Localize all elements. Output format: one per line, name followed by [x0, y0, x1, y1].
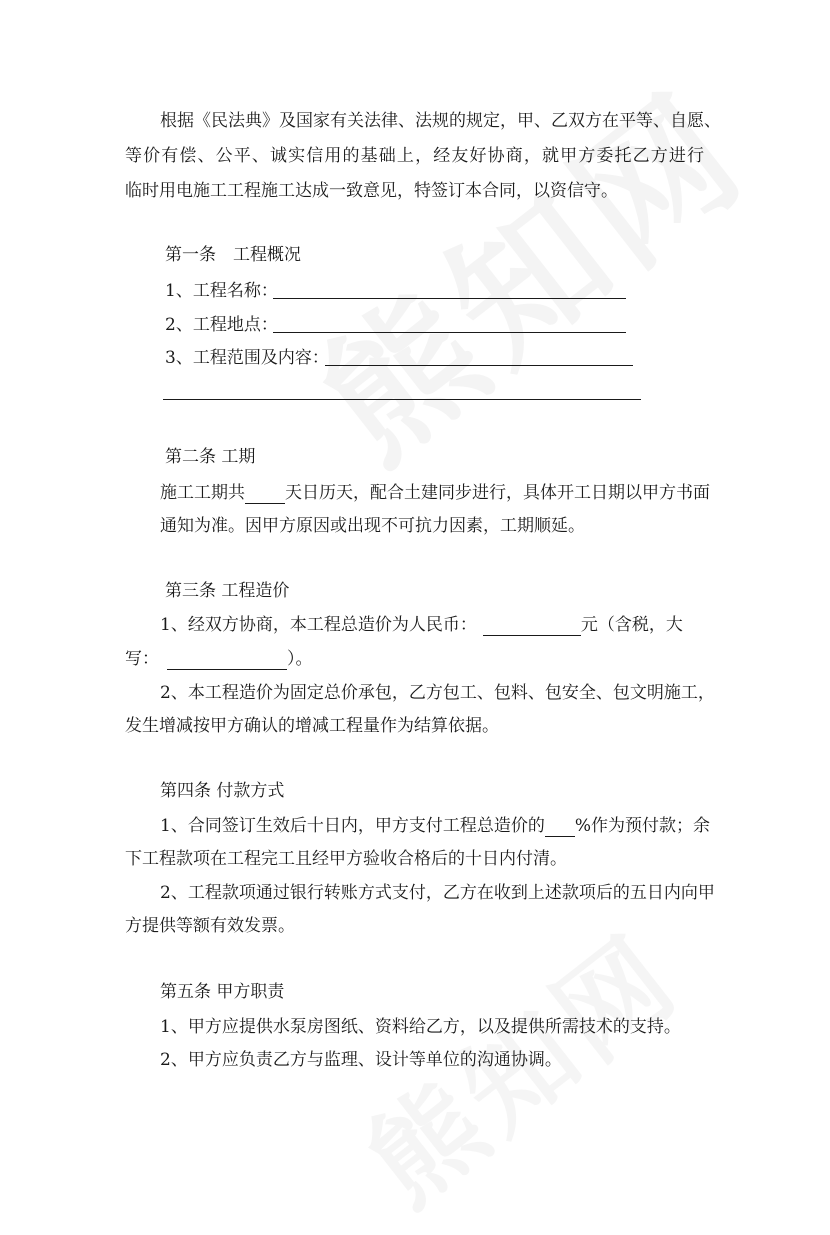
- payment-text-b: %作为预付款；余: [574, 816, 710, 836]
- price-uppercase-blank: [167, 651, 287, 670]
- price-line-2: [125, 648, 313, 670]
- duty-line-2: 2、甲方应负责乙方与监理、设计等单位的沟通协调。: [160, 1050, 562, 1070]
- project-scope-label: 3、工程范围及内容：: [165, 348, 329, 368]
- article-2-title: 第二条 工期: [165, 447, 256, 467]
- period-line-1: [160, 482, 710, 504]
- payment-percent-blank: [545, 818, 575, 837]
- article-5-title: 第五条 甲方职责: [160, 982, 285, 1002]
- price-text-d: ）。: [287, 649, 313, 669]
- project-location-label: 2、工程地点：: [165, 315, 278, 335]
- price-amount-blank: [483, 617, 581, 636]
- payment-text-a: 1、合同签订生效后十日内，甲方支付工程总造价的: [160, 816, 545, 836]
- period-text-b: 天日历天，配合土建同步进行，具体开工日期以甲方书面: [285, 483, 710, 503]
- project-scope-blank: [325, 365, 633, 366]
- period-line-2: 通知为准。因甲方原因或出现不可抗力因素，工期顺延。: [160, 516, 585, 536]
- payment-line-3: 2、工程款项通过银行转账方式支付，乙方在收到上述款项后的五日内向甲: [160, 883, 715, 903]
- payment-line-4: 方提供等额有效发票。: [125, 916, 295, 936]
- price-text-c: 写：: [125, 649, 159, 669]
- price-line-1: [160, 614, 683, 636]
- watermark: [270, 34, 781, 500]
- duty-line-1: 1、甲方应提供水泵房图纸、资料给乙方，以及提供所需技术的支持。: [160, 1017, 681, 1037]
- price-line-4: 发生增减按甲方确认的增减工程量作为结算依据。: [125, 716, 499, 736]
- price-text-b: 元（含税，大: [580, 615, 683, 635]
- project-scope-blank-2: [163, 399, 641, 400]
- price-text-a: 1、经双方协商，本工程总造价为人民币：: [160, 615, 477, 635]
- article-1-title: 第一条 工程概况: [165, 245, 301, 265]
- period-text-a: 施工工期共: [160, 483, 245, 503]
- article-3-title: 第三条 工程造价: [165, 581, 290, 601]
- project-name-label: 1、工程名称：: [165, 281, 278, 301]
- price-line-3: 2、本工程造价为固定总价承包，乙方包工、包料、包安全、包文明施工，: [160, 683, 715, 703]
- project-location-blank: [273, 332, 626, 333]
- intro-line-2: 等价有偿、公平、诚实信用的基础上，经友好协商，就甲方委托乙方进行: [125, 146, 704, 166]
- intro-line-3: 临时用电施工工程施工达成一致意见，特签订本合同，以资信守。: [125, 181, 618, 201]
- payment-line-1: [160, 815, 710, 837]
- period-days-blank: [245, 485, 285, 504]
- payment-line-2: 下工程款项在工程完工且经甲方验收合格后的十日内付清。: [125, 849, 567, 869]
- article-4-title: 第四条 付款方式: [160, 781, 285, 801]
- intro-line-1: 根据《民法典》及国家有关法律、法规的规定，甲、乙双方在平等、自愿、: [160, 111, 721, 131]
- project-name-blank: [273, 298, 626, 299]
